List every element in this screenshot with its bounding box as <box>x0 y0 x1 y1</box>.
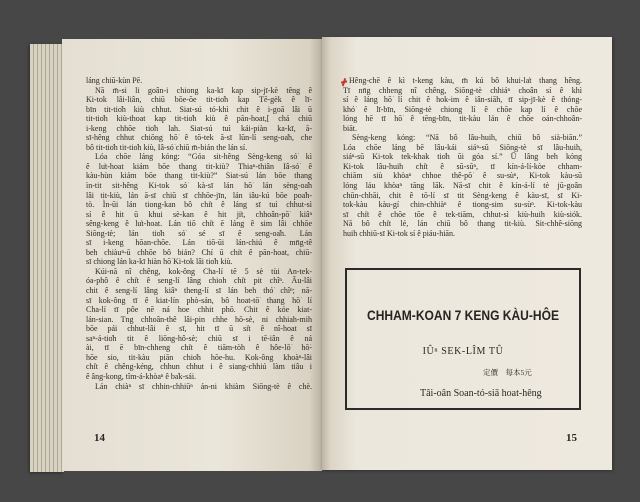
text-line: ê lu̍t-hoat kiám bōe thang tit-kiù? Thiaⁿ-thiân Iâ-só͘ ê <box>86 161 312 171</box>
text-line: tok-kàu kàu-gí chin-chhiàⁿ ê tiong-sim su-sùⁿ. Ki-tok-kàu <box>343 200 582 210</box>
text-line: lâi tit-kiù, lán ā-sī chiū sī chhōe-jīn, lán iâu-kú bōe poa̍h- <box>86 190 312 200</box>
text-line: Hêng-chē ê kì t-keng kàu, m̄ kú bô khui-la̍t thang hêng. <box>349 76 582 85</box>
text-line: Lóa chōe láng kóng: “Góa sit-hêng Sèng-keng só͘ kì <box>95 152 312 162</box>
notice-author: IÛⁿ SEK-LÎM TÛ <box>422 346 504 357</box>
text-line: sī i-keng hōan-chōe. Lán tiō-ūi lán-chiú ê mn̄g-tê <box>86 238 312 248</box>
text-line: i-keng chhōe tio̍h lah. Siat-sú tuì kái-piàn ka-kī, ā- <box>86 123 312 133</box>
text-line: chūn-chhāi, chit ê tō-lí sī tit Sèng-keng ê kàu-sī, sī Ki- <box>343 190 582 200</box>
text-line: chiām siù khòaⁿ chhoe thê-pō͘ ê su-sùⁿ, Ki-tok kàu-sū <box>343 171 582 181</box>
text-line: láng chiū-kùn Pē. <box>86 76 143 85</box>
text-line: tò. Ìn-ūi lán tiong-kan bô chi̍t ê láng sī tuì chhut-sì <box>86 200 312 210</box>
text-line: sī chiong lán ka-kī hiàn hō͘ Ki-tok lâi tio̍h kiù. <box>86 257 233 267</box>
page-number-left: 14 <box>94 432 105 444</box>
text-line: óa-phô ê chi̍t ê seng-lí lâng chioh chi̍t pit chîⁿ. Āu-lâi <box>86 276 312 286</box>
text-line: huih chhiū-sī Ki-tok sí ê piáu-hiān. <box>343 228 455 238</box>
text-line: saⁿ-á-tio̍h tit ê liōng-hô-sè; chiū sī i tē-iân ê ná <box>86 333 312 343</box>
text-line: ìn-tit sit-hêng Ki-tok só͘ kà-sī lán hō͘ lán sèng-oa̍h <box>86 181 312 191</box>
text-line: lán-sian. Tng chhoân-thê lâi-pin chhe hō-sè, ni chhiah-mih <box>86 314 312 324</box>
text-line: tit-tio̍h kiù-thoat kap tit-tio̍h kiù ê pān-hoat,[ chá chiū <box>86 114 312 124</box>
left-page-text <box>86 76 312 391</box>
text-line: sí ê láng hō͘ lí chit ê hok-im ê iân-siāh, tī sip-jī-kè ê thóng- <box>343 95 582 105</box>
text-line: Lóa chōe láng bē lâu-kái siáⁿ-sū Siōng-tè sī lâu-huih, <box>343 142 582 152</box>
text-line: Lán chiàⁿ sī chhin-chhiūⁿ án-ni khiàm Siōng-tè ê chè. <box>95 381 312 391</box>
text-line: beh chiàuⁿ-ū chhōe bô bián? Chí ū chi̍t ê pān-hoat, chiū- <box>86 247 312 257</box>
text-line: sī-hêng chhut chiōng hō͘ ê tō-tek ā-sī lūn-lí seng-oa̍h, che <box>86 133 312 143</box>
text-line: Ki-tok lâu-huih chi̍t ê sū-sūⁿ, tī kín-á-lí-kòe chham- <box>343 161 582 171</box>
text-line: lóng hē tī hō͘ ê tēng-bīn, tit-kàu lán ê chōe oán-chhoân- <box>343 114 582 124</box>
text-line: Nā m̄-si li goân-i chiong ka-kī kap sip-jī-kè têng ê <box>95 85 312 95</box>
text-line: Nā bô chi̍t lé, lán chiū bô thang tit-kiù. Sit-chhê-siōng <box>343 219 582 229</box>
text-line: chi̍t ê chêng-kéng, chhun chhut i ê siang-chhiú làm tiâu i <box>86 362 312 372</box>
right-page-text <box>343 76 582 238</box>
text-line: chit ê seng-lí lâng kiâⁿ theng-lí sī lán beh thó͘ chîⁿ; nā- <box>86 286 312 296</box>
text-line: lóng láu khòaⁿ tāng lāk. Nā-sī chit ê kín-á-lí tè jū-goân <box>343 181 582 191</box>
text-line: hōe sio, tit-kàu piān chio̍h hōe-hu. Kok-ông khoàⁿ-lâi <box>86 352 312 362</box>
book-notice-box <box>345 268 581 410</box>
text-line: kàu-hùn kiám bōe thang tit-kiù?” Siat-sú lán bōe thang <box>86 171 312 181</box>
text-line: bô tit-tio̍h tit-tio̍h kiù, Iâ-só͘ chiū m̄-bián the lán sí. <box>86 142 248 152</box>
text-line: Sèng-keng kóng: “Nā bô lâu-huih, chiū bô sià-biān.” <box>352 133 582 143</box>
text-line: sí ê hit ū khui sè-kan ê hit ji̍t, chhoân-pō͘ kiâⁿ <box>86 209 312 219</box>
text-line: sī kok-ông tī ê kiat-lín phò-sán, bô hoat-tō͘ thang hō͘ lí <box>86 295 312 305</box>
text-line: sêng-keng ê lu̍t-hoat. Lán tiō chi̍t ē láng ê sim lâi chhōe <box>86 219 312 229</box>
text-line: siáⁿ-sū Ki-tok tek-khak tio̍h ūi góa sí.” Ū lâng beh kóng <box>343 152 582 162</box>
page-edge-stack <box>30 44 64 472</box>
text-line: Kúi-nā nî chêng, kok-ông Cha-lí tē 5 sè tùi An-tek- <box>95 266 312 276</box>
text-line: Ki-tok lâi-liân, chiū bōe-ōe tit-tio̍h kap Tē-gèk ê lī- <box>86 95 312 105</box>
notice-title: CHHAM-KOAN 7 KENG KÀU-HÔE <box>367 307 559 323</box>
text-line: bōe pái chhut-lâi ê sī, hit tī ū si̍t ê nî-hoat sī <box>86 324 312 334</box>
text-line: Cha-lí tī pôe nē ná hoe chhit phō. Chit ê kóe kiat- <box>86 305 312 315</box>
text-line: bīn tit-tio̍h kiù chhut. Siat-sú tó-khì chit ê i-goā lâi ū <box>86 104 312 114</box>
text-line: ài, tī ē bīn-chheng chi̍t ê tiām-tòh ê hôe-lō͘ hō͘- <box>86 343 312 353</box>
text-line: biāt. <box>343 123 357 133</box>
text-line: khó͘ ê lī-bīn, Siōng-tè chiong lí ê chōe kap lí ê chōe <box>343 104 582 114</box>
notice-price: 定價 每本5元 <box>483 368 532 377</box>
notice-publisher: Tâi-oân Soan-tó-siā hoat-hêng <box>420 388 542 399</box>
text-line: Siōng-tè; lán tio̍h só͘ sé sī ê seng-oa̍h. Lán <box>86 228 312 238</box>
text-line: Tī nn̄g chheng nî chêng, Siōng-tè chhiáⁿ choân sí ê khì <box>343 85 582 95</box>
text-line: sī chi̍t ê chōe tōe ê tek-tiām, chhut-sì kiù-huih kiù-siók. <box>343 209 582 219</box>
page-number-right: 15 <box>566 432 577 444</box>
text-line: ê âng-kong, tîm-á-khòaⁿ ê ba̍k-sái. <box>86 371 197 381</box>
